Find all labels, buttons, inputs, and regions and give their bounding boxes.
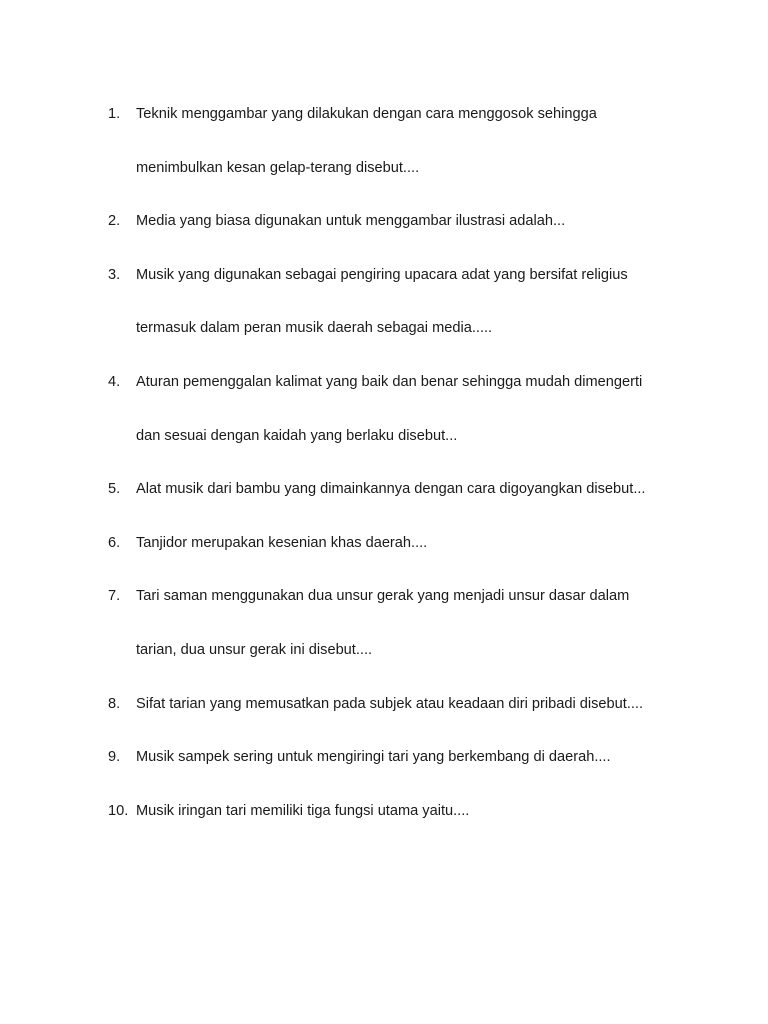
question-text: Aturan pemenggalan kalimat yang baik dan benar sehingga mudah dimengerti — [136, 373, 643, 390]
question-text: Alat musik dari bambu yang dimainkannya dengan cara digoyangkan disebut... — [136, 481, 646, 498]
question-text: menimbulkan kesan gelap-terang disebut.... — [136, 159, 420, 176]
question-number: 7. — [108, 588, 121, 605]
question-text: Sifat tarian yang memusatkan pada subjek atau keadaan diri pribadi disebut.... — [136, 695, 644, 712]
question-item-3 — [108, 249, 728, 356]
question-text: tarian, dua unsur gerak ini disebut.... — [136, 641, 373, 658]
question-number: 4. — [108, 373, 121, 390]
question-text: termasuk dalam peran musik daerah sebagai media..... — [136, 320, 493, 337]
question-number: 1. — [108, 106, 121, 122]
question-text: dan sesuai dengan kaidah yang berlaku disebut... — [136, 427, 458, 444]
question-text: Teknik menggambar yang dilakukan dengan cara menggosok sehingga — [136, 106, 597, 122]
question-number: 2. — [108, 213, 121, 230]
question-text: Musik iringan tari memiliki tiga fungsi utama yaitu.... — [136, 802, 470, 819]
question-item-6 — [108, 517, 728, 571]
question-item-5 — [108, 463, 728, 517]
question-number: 5. — [108, 481, 121, 498]
question-text: Media yang biasa digunakan untuk menggambar ilustrasi adalah... — [136, 213, 566, 230]
question-number: 3. — [108, 266, 121, 283]
question-list — [108, 88, 728, 838]
question-text: Musik yang digunakan sebagai pengiring upacara adat yang bersifat religius — [136, 266, 628, 283]
question-number: 8. — [108, 695, 121, 712]
question-item-8 — [108, 678, 728, 732]
question-item-4 — [108, 356, 728, 463]
question-item-9 — [108, 731, 728, 785]
question-number: 9. — [108, 749, 121, 766]
question-item-2 — [108, 195, 728, 249]
question-item-10 — [108, 785, 728, 839]
question-number: 10. — [108, 802, 129, 819]
question-number: 6. — [108, 534, 121, 551]
question-text: Tari saman menggunakan dua unsur gerak yang menjadi unsur dasar dalam — [136, 588, 630, 605]
question-text: Tanjidor merupakan kesenian khas daerah.... — [136, 534, 428, 551]
question-text: Musik sampek sering untuk mengiringi tari yang berkembang di daerah.... — [136, 749, 611, 766]
question-item-1 — [108, 88, 728, 195]
question-item-7 — [108, 570, 728, 677]
